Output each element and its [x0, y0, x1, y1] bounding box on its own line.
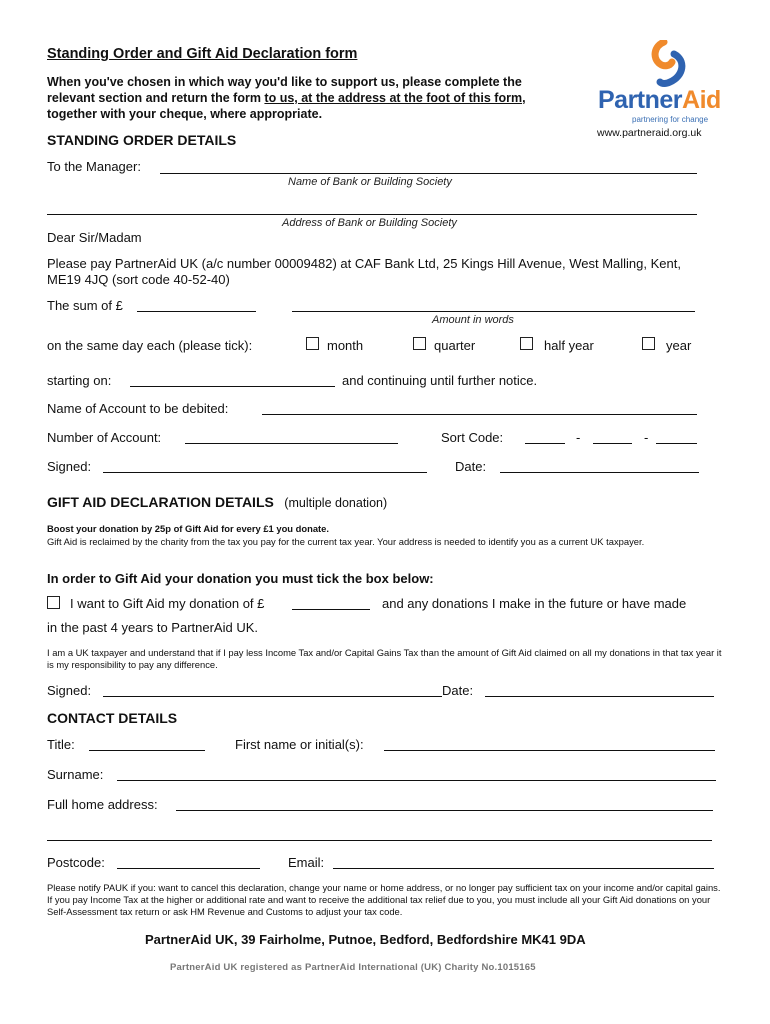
year-option-label: year: [666, 338, 692, 353]
salutation: Dear Sir/Madam: [47, 230, 142, 245]
account-name-field[interactable]: [262, 414, 697, 415]
surname-label: Surname:: [47, 767, 104, 782]
so-date-label: Date:: [455, 459, 487, 474]
so-signature-field[interactable]: [103, 472, 427, 473]
postcode-label: Postcode:: [47, 855, 105, 870]
intro-underlined: to us, at the address at the foot of this form: [264, 91, 523, 105]
notify-text: Please notify PAUK if you: want to cancel this declaration, change your name or home address, or no longer pay sufficient tax on your income and/or capital gains. If you pay Income Tax at the higher or additional rate and want to receive the additional tax relief due to you, you must include all your Gift Aid donations on your Self-Assessment tax return or ask HM Revenue and Customs to adjust your tax code.: [47, 882, 721, 917]
gift-aid-heading-row: [47, 494, 387, 512]
footer-address: PartnerAid UK, 39 Fairholme, Putnoe, Bedford, Bedfordshire MK41 9DA: [145, 932, 586, 947]
address-field-1[interactable]: [176, 810, 713, 811]
gift-aid-heading-note: (multiple donation): [284, 496, 388, 510]
payment-instruction: Please pay PartnerAid UK (a/c number 00009482) at CAF Bank Ltd, 25 Kings Hill Avenue, West Malling, Kent, ME19 4JQ (sort code 40-52-40): [47, 256, 681, 287]
account-number-field[interactable]: [185, 443, 398, 444]
so-date-field[interactable]: [500, 472, 699, 473]
declaration-text-2: and any donations I make in the future or have made: [382, 596, 687, 611]
bank-address-field[interactable]: [47, 214, 697, 215]
sort-code-field-3[interactable]: [656, 443, 697, 444]
quarter-checkbox[interactable]: [413, 337, 426, 350]
gift-aid-explain: Gift Aid is reclaimed by the charity from the tax you pay for the current tax year. Your address is needed to identify you as a current UK taxpayer.: [47, 536, 645, 547]
standing-order-heading: STANDING ORDER DETAILS: [47, 132, 237, 148]
amount-in-words-field[interactable]: [292, 311, 695, 312]
start-date-field[interactable]: [130, 386, 335, 387]
ga-signed-label: Signed:: [47, 683, 92, 698]
contact-heading: CONTACT DETAILS: [47, 710, 178, 726]
declaration-text-3: in the past 4 years to PartnerAid UK.: [47, 620, 258, 635]
bank-name-field[interactable]: [160, 173, 697, 174]
address-label: Full home address:: [47, 797, 158, 812]
bank-name-caption: Name of Bank or Building Society: [288, 176, 452, 188]
sort-code-separator-2: -: [644, 430, 649, 445]
amount-words-caption: Amount in words: [432, 314, 514, 326]
taxpayer-statement: I am a UK taxpayer and understand that if I pay less Income Tax and/or Capital Gains Tax than the amount of Gift Aid claimed on all my donations in that tax year it is my responsibility to pay any difference.: [47, 647, 722, 670]
intro-text: When you've chosen in which way you'd like to support us, please complete the relevant section and return the form to us, at the address at the foot of this form, together with your cheque, where appropriate.: [47, 75, 526, 121]
gift-aid-amount-field[interactable]: [292, 609, 370, 610]
postcode-field[interactable]: [117, 868, 260, 869]
email-field[interactable]: [333, 868, 714, 869]
sort-code-field-1[interactable]: [525, 443, 565, 444]
year-checkbox[interactable]: [642, 337, 655, 350]
sort-code-separator-1: -: [576, 430, 581, 445]
account-number-label: Number of Account:: [47, 430, 162, 445]
partneraid-swirl-icon: [640, 40, 696, 90]
gift-aid-checkbox[interactable]: [47, 596, 60, 609]
email-label: Email:: [288, 855, 325, 870]
form-title: Standing Order and Gift Aid Declaration form: [47, 46, 358, 62]
account-name-label: Name of Account to be debited:: [47, 401, 229, 416]
sort-code-label: Sort Code:: [441, 430, 504, 445]
footer-registration: PartnerAid UK registered as PartnerAid International (UK) Charity No.1015165: [170, 962, 536, 973]
ga-date-field[interactable]: [485, 696, 714, 697]
surname-field[interactable]: [117, 780, 716, 781]
title-label: Title:: [47, 737, 75, 752]
half-year-option-label: half year: [544, 338, 594, 353]
continuing-text: and continuing until further notice.: [342, 373, 538, 388]
half-year-checkbox[interactable]: [520, 337, 533, 350]
bank-address-caption: Address of Bank or Building Society: [282, 217, 457, 229]
to-manager-label: To the Manager:: [47, 159, 141, 174]
starting-label: starting on:: [47, 373, 112, 388]
sort-code-field-2[interactable]: [593, 443, 632, 444]
ga-signature-field[interactable]: [103, 696, 442, 697]
ga-date-label: Date:: [442, 683, 474, 698]
month-checkbox[interactable]: [306, 337, 319, 350]
website-url[interactable]: www.partneraid.org.uk: [597, 127, 702, 139]
address-field-2[interactable]: [47, 840, 712, 841]
quarter-option-label: quarter: [434, 338, 476, 353]
first-name-field[interactable]: [384, 750, 715, 751]
declaration-text-1: I want to Gift Aid my donation of £: [70, 596, 265, 611]
first-name-label: First name or initial(s):: [235, 737, 364, 752]
so-signed-label: Signed:: [47, 459, 92, 474]
boost-text: Boost your donation by 25p of Gift Aid for every £1 you donate.: [47, 523, 329, 534]
tick-heading: In order to Gift Aid your donation you must tick the box below:: [47, 571, 434, 586]
sum-amount-field[interactable]: [137, 311, 256, 312]
title-field[interactable]: [89, 750, 205, 751]
sum-label: The sum of £: [47, 298, 123, 313]
logo-wordmark: PartnerAid: [598, 86, 721, 114]
gift-aid-heading: GIFT AID DECLARATION DETAILS: [47, 494, 274, 510]
frequency-label: on the same day each (please tick):: [47, 338, 253, 353]
month-option-label: month: [327, 338, 364, 353]
logo-tagline: partnering for change: [632, 115, 709, 124]
